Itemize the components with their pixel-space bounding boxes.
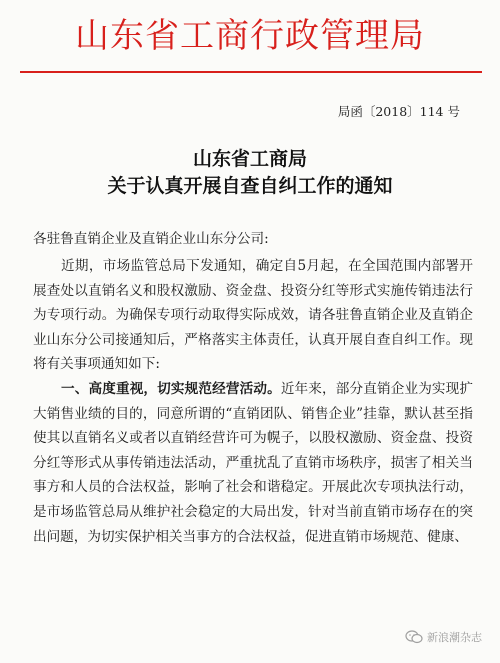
paragraph-intro: 近期，市场监管总局下发通知，确定自5月起，在全国范围内部署开展查处以直销名义和股权激励、资金盘、投资分红等形式实施传销违法行为专项行动。为确保专项行动取得实际成效，请各驻鲁直销企业及直销企业山东分公司接通知后，严格落实主体责任，认真开展自查自纠工作。现将有关事项通知如下: xyxy=(33,258,473,373)
agency-header-title: 山东省工商行政管理局 xyxy=(75,16,425,56)
watermark xyxy=(405,629,482,645)
document-number: 局函〔2018〕114 号 xyxy=(337,104,460,119)
wechat-icon xyxy=(405,630,423,644)
paragraph-section1 xyxy=(33,377,473,549)
section1-text: 近年来，部分直销企业为实现扩大销售业绩的目的，同意所谓的“直销团队、销售企业”挂靠，默认甚至指使其以直销名义或者以直销经营许可为幌子，以股权激励、资金盘、投资分红等形式从事传销违法活动，严重扰乱了直销市场秩序，损害了相关当事方和人员的合法权益，影响了社会和谐稳定。开展此次专项执法行动，是市场监管总局从维护社会稳定的大局出发，针对当前直销市场存在的突出问题，为切实保护相关当事方的合法权益，促进直销市场规范、健康、 xyxy=(33,381,474,545)
section1-heading: 一、高度重视，切实规范经营活动。 xyxy=(61,381,281,397)
salutation: 各驻鲁直销企业及直销企业山东分公司: xyxy=(33,231,269,247)
notice-title-line1: 山东省工商局 xyxy=(192,148,307,170)
notice-title-line2: 关于认真开展自查自纠工作的通知 xyxy=(107,175,393,197)
red-header-rule xyxy=(20,71,482,73)
watermark-text: 新浪潮杂志 xyxy=(427,631,482,644)
